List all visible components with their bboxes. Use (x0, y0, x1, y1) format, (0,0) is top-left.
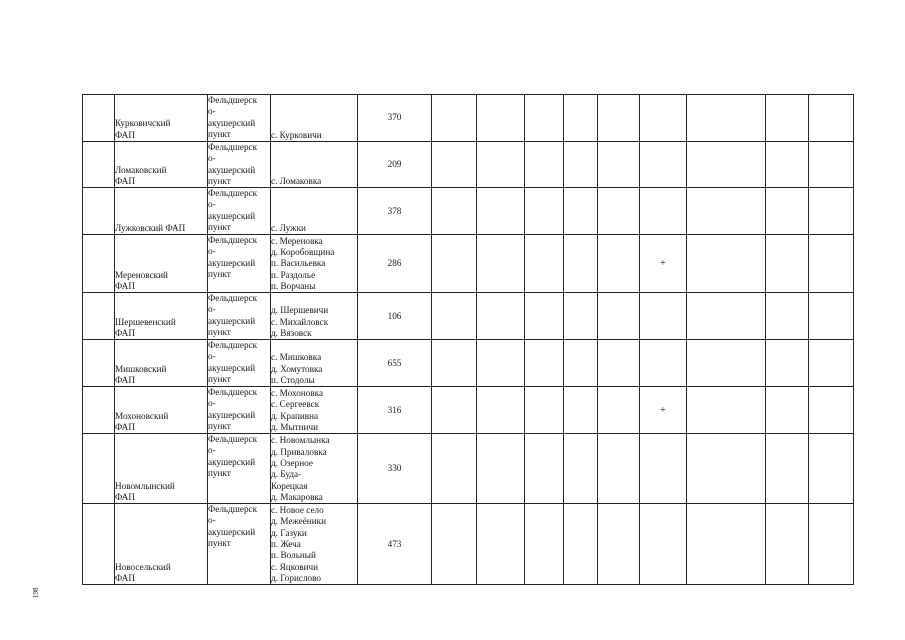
mark-cell (564, 95, 598, 142)
table-row (83, 434, 854, 504)
served-villages (271, 340, 358, 387)
served-villages-line: д. Крапивна (271, 410, 319, 421)
mark-cell (477, 387, 525, 434)
facility-name-line: ФАП (115, 374, 135, 385)
mark-cell (687, 235, 766, 293)
served-villages-line: с. Новое село (271, 505, 324, 516)
served-villages-line: с. Яцковичи (271, 561, 319, 572)
facility-type (208, 504, 271, 585)
facility-type-line: о- (208, 199, 216, 210)
facility-type-line: Фельдшерск (208, 293, 258, 304)
facility-name (115, 504, 208, 585)
mark-cell (766, 95, 809, 142)
mark-cell (809, 504, 854, 585)
table-row (83, 387, 854, 434)
table-row (83, 188, 854, 235)
served-villages-line: д. Мытничи (271, 421, 318, 432)
facility-name-line: ФАП (115, 175, 135, 186)
facility-name (115, 95, 208, 142)
row-number-cell (83, 95, 115, 142)
mark-cell (640, 293, 687, 340)
facility-name (115, 434, 208, 504)
facility-name-line: ФАП (115, 421, 135, 432)
served-villages (271, 188, 358, 235)
facility-type-line: акушерский (208, 409, 256, 420)
facility-type (208, 434, 271, 504)
facility-type (208, 340, 271, 387)
facility-type (208, 293, 271, 340)
served-villages-line: д. Приваловка (271, 446, 327, 457)
mark-cell (809, 188, 854, 235)
served-villages-line: д. Хомутовка (271, 363, 323, 374)
served-villages-line: с. Мереновка (271, 235, 323, 246)
facility-type-line: акушерский (208, 117, 256, 128)
mark-cell (640, 142, 687, 188)
mark-cell (809, 340, 854, 387)
served-villages-line: с. Ломаковка (271, 175, 322, 186)
facility-type-line: акушерский (208, 164, 256, 175)
row-number-cell (83, 293, 115, 340)
table-row (83, 293, 854, 340)
served-villages-line: п. Стодолы (271, 374, 315, 385)
served-villages (271, 293, 358, 340)
facility-name-line: Мереновский (115, 269, 168, 280)
facility-name-line: Шершевенский (115, 316, 176, 327)
row-number-cell (83, 434, 115, 504)
population-cell: 370 (358, 95, 432, 142)
mark-cell (477, 293, 525, 340)
facility-name-line: ФАП (115, 280, 135, 291)
mark-cell (687, 188, 766, 235)
served-villages-line: п. Вольный (271, 550, 316, 561)
facility-name-line: ФАП (115, 572, 135, 583)
served-villages (271, 434, 358, 504)
facility-type (208, 235, 271, 293)
served-villages (271, 142, 358, 188)
served-villages-line: п. Раздолье (271, 269, 316, 280)
served-villages-line: п. Ворчаны (271, 280, 316, 291)
facility-name-line: Мишковский (115, 363, 167, 374)
facility-type-line: акушерский (208, 526, 256, 537)
facility-name-line: Мохоновский (115, 410, 169, 421)
mark-cell (598, 95, 640, 142)
served-villages-line: Корецкая (271, 480, 308, 491)
table-row (83, 340, 854, 387)
facility-name-line: ФАП (115, 129, 135, 140)
served-villages-line: д. Макаровка (271, 491, 323, 502)
mark-cell (477, 188, 525, 235)
row-number-cell (83, 235, 115, 293)
mark-cell (477, 95, 525, 142)
served-villages-line: п. Жеча (271, 539, 301, 549)
facility-name (115, 235, 208, 293)
mark-cell (432, 293, 477, 340)
facility-type-line: Фельдшерск (208, 340, 258, 351)
mark-cell (525, 504, 564, 585)
facility-name-line: Лужковский ФАП (115, 222, 186, 233)
mark-cell (598, 235, 640, 293)
population-cell: 378 (358, 188, 432, 235)
facility-type (208, 142, 271, 188)
served-villages-line: д. Вязовск (271, 327, 312, 338)
facility-type-line: о- (208, 515, 216, 526)
facility-type (208, 387, 271, 434)
mark-cell (640, 504, 687, 585)
mark-cell (809, 95, 854, 142)
facility-type-line: пункт (208, 538, 231, 549)
facility-name (115, 387, 208, 434)
mark-cell: + (640, 235, 687, 293)
mark-cell (687, 142, 766, 188)
facility-type-line: пункт (208, 175, 231, 186)
facility-type-line: акушерский (208, 456, 256, 467)
table-body (83, 95, 854, 585)
served-villages-line: с. Мишковка (271, 352, 322, 363)
mark-cell (525, 387, 564, 434)
mark-cell (809, 293, 854, 340)
mark-cell (525, 293, 564, 340)
mark-cell (525, 235, 564, 293)
served-villages (271, 504, 358, 585)
mark-cell (766, 340, 809, 387)
facility-type-line: Фельдшерск (208, 504, 258, 515)
mark-cell (598, 387, 640, 434)
mark-cell (432, 235, 477, 293)
mark-cell (766, 434, 809, 504)
mark-cell (432, 95, 477, 142)
facility-type-line: Фельдшерск (208, 188, 258, 199)
mark-cell (766, 188, 809, 235)
table-row (83, 504, 854, 585)
mark-cell (598, 293, 640, 340)
served-villages-line: д. Горислово (271, 572, 322, 583)
population-cell: 473 (358, 504, 432, 585)
mark-cell (477, 504, 525, 585)
facility-type-line: пункт (208, 421, 231, 432)
mark-cell (432, 142, 477, 188)
served-villages-line: с. Михайловск (271, 316, 329, 327)
population-cell: 316 (358, 387, 432, 434)
row-number-cell (83, 387, 115, 434)
served-villages-line: с. Новомлынка (271, 435, 330, 446)
mark-cell (564, 188, 598, 235)
facility-type-line: пункт (208, 128, 231, 139)
facility-type-line: Фельдшерск (208, 95, 258, 105)
facility-type-line: о- (208, 153, 216, 164)
served-villages-line: с. Курковичи (271, 129, 322, 140)
facility-name-line: Новосельский (115, 561, 171, 572)
mark-cell (564, 235, 598, 293)
served-villages-line: д. Межеёники (271, 516, 326, 527)
facility-name (115, 293, 208, 340)
facility-type-line: пункт (208, 222, 231, 233)
facility-name-line: Ломаковский (115, 164, 167, 175)
facility-type-line: акушерский (208, 362, 256, 373)
facility-type-line: пункт (208, 327, 231, 338)
mark-cell (640, 188, 687, 235)
mark-cell (598, 434, 640, 504)
population-cell: 106 (358, 293, 432, 340)
facility-type-line: о- (208, 445, 216, 456)
facility-type-line: пункт (208, 468, 231, 479)
row-number-cell (83, 188, 115, 235)
facility-type-line: о- (208, 398, 216, 409)
population-cell: 655 (358, 340, 432, 387)
facility-type-line: Фельдшерск (208, 142, 258, 152)
mark-cell (687, 434, 766, 504)
mark-cell (477, 340, 525, 387)
mark-cell (809, 235, 854, 293)
facility-name (115, 142, 208, 188)
served-villages-line: д. Газуки (271, 527, 307, 538)
facility-type-line: Фельдшерск (208, 387, 258, 398)
mark-cell (564, 387, 598, 434)
mark-cell: + (640, 387, 687, 434)
mark-cell (766, 142, 809, 188)
facility-type (208, 95, 271, 142)
mark-cell (640, 434, 687, 504)
served-villages-line: с. Мохоновка (271, 388, 324, 398)
facility-name-line: ФАП (115, 327, 135, 338)
facility-type-line: пункт (208, 269, 231, 280)
facility-type-line: о- (208, 246, 216, 257)
mark-cell (598, 504, 640, 585)
mark-cell (525, 340, 564, 387)
served-villages-line: с. Сергеевск (271, 399, 320, 410)
facility-name-line: Курковичский (115, 118, 171, 129)
table-row (83, 235, 854, 293)
mark-cell (766, 235, 809, 293)
facility-type-line: Фельдшерск (208, 235, 258, 246)
mark-cell (432, 340, 477, 387)
mark-cell (766, 504, 809, 585)
mark-cell (640, 340, 687, 387)
served-villages-line: п. Васильевка (271, 258, 326, 269)
row-number-cell (83, 142, 115, 188)
mark-cell (564, 142, 598, 188)
facility-type (208, 188, 271, 235)
mark-cell (525, 434, 564, 504)
mark-cell (687, 340, 766, 387)
facility-type-line: пункт (208, 374, 231, 385)
facility-type-line: о- (208, 304, 216, 315)
mark-cell (432, 387, 477, 434)
served-villages-line: д. Озерное (271, 458, 313, 468)
mark-cell (432, 434, 477, 504)
mark-cell (687, 293, 766, 340)
mark-cell (477, 142, 525, 188)
facility-type-line: акушерский (208, 210, 256, 221)
table-row (83, 142, 854, 188)
mark-cell (598, 340, 640, 387)
mark-cell (766, 293, 809, 340)
facility-type-line: о- (208, 351, 216, 362)
served-villages-line: д. Коробовщина (271, 247, 335, 257)
population-cell: 209 (358, 142, 432, 188)
mark-cell (640, 95, 687, 142)
table-row (83, 95, 854, 142)
page-number: 198 (32, 587, 40, 598)
population-cell: 286 (358, 235, 432, 293)
mark-cell (477, 434, 525, 504)
facility-name-line: ФАП (115, 491, 135, 502)
facility-type-line: акушерский (208, 315, 256, 326)
mark-cell (598, 142, 640, 188)
facility-name (115, 340, 208, 387)
mark-cell (525, 95, 564, 142)
row-number-cell (83, 504, 115, 585)
facility-type-line: Фельдшерск (208, 434, 258, 445)
served-villages (271, 387, 358, 434)
facility-type-line: акушерский (208, 257, 256, 268)
mark-cell (687, 504, 766, 585)
served-villages (271, 235, 358, 293)
facility-name-line: Новомлынский (115, 480, 175, 491)
mark-cell (809, 434, 854, 504)
mark-cell (687, 95, 766, 142)
population-cell: 330 (358, 434, 432, 504)
mark-cell (687, 387, 766, 434)
mark-cell (477, 235, 525, 293)
mark-cell (809, 387, 854, 434)
mark-cell (564, 340, 598, 387)
served-villages (271, 95, 358, 142)
mark-cell (564, 293, 598, 340)
served-villages-line: д. Шершевичи (271, 305, 329, 316)
facility-type-line: о- (208, 106, 216, 117)
row-number-cell (83, 340, 115, 387)
served-villages-line: д. Буда- (271, 469, 302, 480)
served-villages-line: с. Лужки (271, 222, 306, 233)
mark-cell (432, 188, 477, 235)
facilities-table (82, 94, 854, 585)
mark-cell (525, 142, 564, 188)
mark-cell (564, 434, 598, 504)
mark-cell (598, 188, 640, 235)
mark-cell (525, 188, 564, 235)
mark-cell (809, 142, 854, 188)
facility-name (115, 188, 208, 235)
mark-cell (564, 504, 598, 585)
mark-cell (766, 387, 809, 434)
mark-cell (432, 504, 477, 585)
